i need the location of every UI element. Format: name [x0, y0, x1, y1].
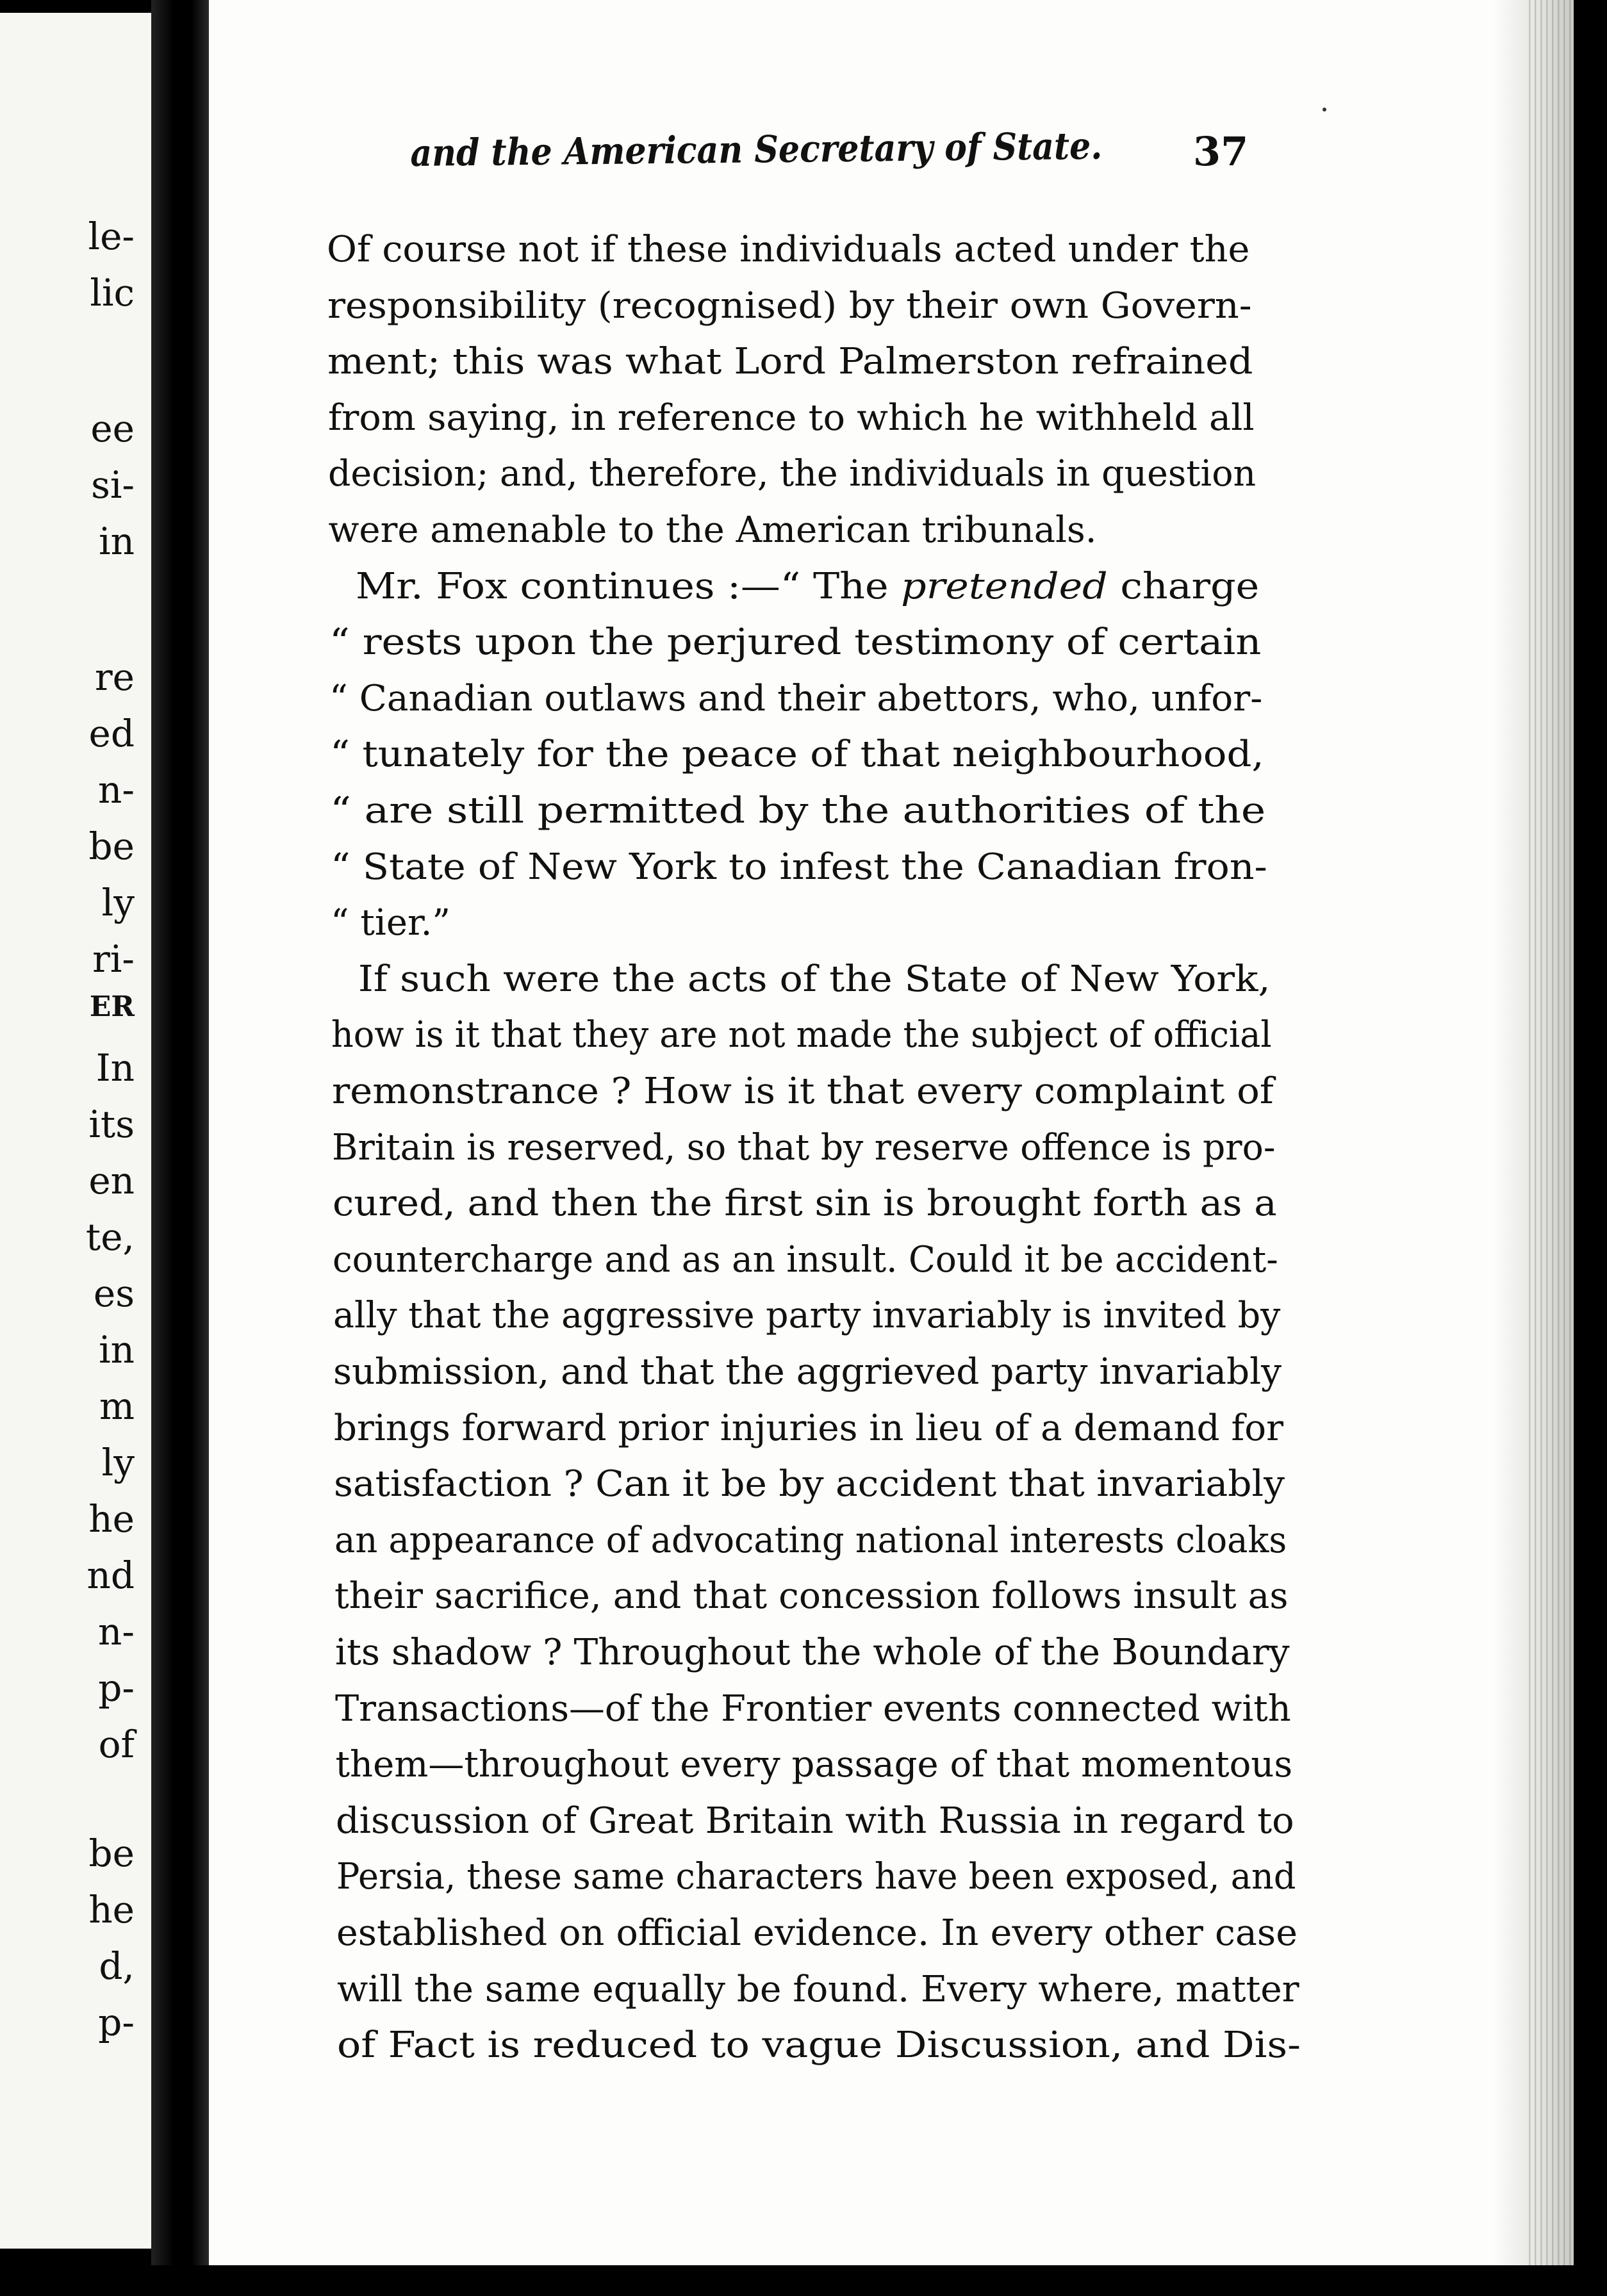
- text-line: Transactions—of the Frontier events connected with: [335, 1687, 1291, 1730]
- text-line: “ tier.”: [331, 902, 451, 944]
- text-line: “ State of New York to infest the Canadian fron-: [330, 846, 1267, 888]
- text-line: responsibility (recognised) by their own Govern-: [327, 284, 1252, 327]
- text-line: “ tunately for the peace of that neighbourhood,: [329, 734, 1264, 776]
- text-line: were amenable to the American tribunals.: [328, 509, 1097, 551]
- text-line: cured, and then the first sin is brought forth as a: [332, 1183, 1277, 1225]
- facing-page-fragment: le-: [88, 215, 135, 258]
- text-line: their sacrifice, and that concession follows insult as: [334, 1575, 1289, 1618]
- text-line: [356, 565, 1260, 607]
- text-segment: Mr. Fox continues :—“ The: [356, 565, 902, 607]
- facing-page-fragment: In: [95, 1046, 135, 1090]
- facing-page-fragment: n-: [98, 1610, 135, 1653]
- ink-speck: [1323, 108, 1326, 111]
- facing-page-fragment: p-: [98, 2001, 135, 2044]
- facing-page-fragment: in: [99, 520, 135, 563]
- facing-page-fragment: si-: [91, 463, 135, 507]
- text-line: established on official evidence. In every other case: [336, 1912, 1298, 1954]
- text-line: Of course not if these individuals acted under the: [327, 229, 1250, 270]
- running-head: and the American Secretary of State.: [410, 124, 1103, 175]
- facing-page-fragment: te,: [85, 1215, 135, 1259]
- text-line: will the same equally be found. Every where, matter: [336, 1968, 1299, 2010]
- facing-page-fragment: re: [94, 655, 135, 699]
- facing-page-fragment: of: [98, 1723, 135, 1766]
- facing-page-fragment: d,: [99, 1944, 135, 1988]
- facing-page-fragment: its: [88, 1103, 135, 1146]
- facing-page-fragment: he: [88, 1497, 135, 1541]
- text-line: Persia, these same characters have been exposed, and: [336, 1856, 1296, 1898]
- text-line: how is it that they are not made the subject of official: [331, 1014, 1272, 1056]
- text-line: its shadow ? Throughout the whole of the Boundary: [334, 1632, 1290, 1673]
- text-line: of Fact is reduced to vague Discussion, and Dis-: [337, 2024, 1301, 2067]
- facing-page-fragment: n-: [98, 768, 135, 812]
- text-line: them—throughout every passage of that momentous: [335, 1744, 1293, 1786]
- text-line: remonstrance ? How is it that every complaint of: [331, 1070, 1274, 1112]
- facing-page-fragment: es: [93, 1272, 135, 1315]
- facing-page-fragment: ly: [101, 1441, 135, 1484]
- page-number: 37: [1193, 128, 1249, 175]
- facing-page-fragment: p-: [98, 1666, 135, 1710]
- text-segment: charge: [1107, 565, 1260, 607]
- facing-page-fragment: ri-: [92, 937, 135, 981]
- text-line: countercharge and as an insult. Could it be accident-: [333, 1238, 1278, 1281]
- text-line: brings forward prior injuries in lieu of a demand for: [333, 1407, 1283, 1449]
- text-line: decision; and, therefore, the individuals in question: [328, 453, 1257, 495]
- facing-page-fragment: en: [88, 1159, 135, 1202]
- text-line: If such were the acts of the State of New York,: [358, 958, 1271, 1000]
- text-line: submission, and that the aggrieved party invariably: [333, 1351, 1282, 1393]
- facing-page-fragment: be: [88, 1832, 135, 1875]
- facing-page-fragment: in: [99, 1328, 135, 1372]
- text-line: Britain is reserved, so that by reserve offence is pro-: [332, 1126, 1276, 1168]
- facing-page-fragment: ER: [89, 990, 135, 1023]
- text-line: “ Canadian outlaws and their abettors, who, unfor-: [329, 677, 1263, 719]
- facing-page-fragment: ed: [88, 712, 135, 755]
- text-line: “ rests upon the perjured testimony of certain: [329, 621, 1261, 664]
- text-line: an appearance of advocating national interests cloaks: [334, 1519, 1287, 1561]
- facing-page-fragment: he: [88, 1888, 135, 1931]
- facing-page-fragment: be: [88, 824, 135, 868]
- text-line: ment; this was what Lord Palmerston refrained: [327, 341, 1253, 383]
- emphasis-text: pretended: [901, 565, 1108, 607]
- text-line: satisfaction ? Can it be by accident that invariably: [334, 1463, 1285, 1505]
- facing-page-fragment: ee: [90, 407, 135, 450]
- text-line: from saying, in reference to which he withheld all: [327, 397, 1255, 439]
- facing-page-fragment: ly: [101, 881, 135, 924]
- text-line: ally that the aggressive party invariably is invited by: [333, 1295, 1280, 1337]
- text-line: “ are still permitted by the authorities of the: [330, 790, 1266, 832]
- text-line: discussion of Great Britain with Russia in regard to: [336, 1800, 1294, 1842]
- facing-page-fragment: lic: [90, 271, 135, 315]
- facing-page-fragment: nd: [87, 1554, 135, 1597]
- facing-page-fragment: m: [99, 1384, 135, 1428]
